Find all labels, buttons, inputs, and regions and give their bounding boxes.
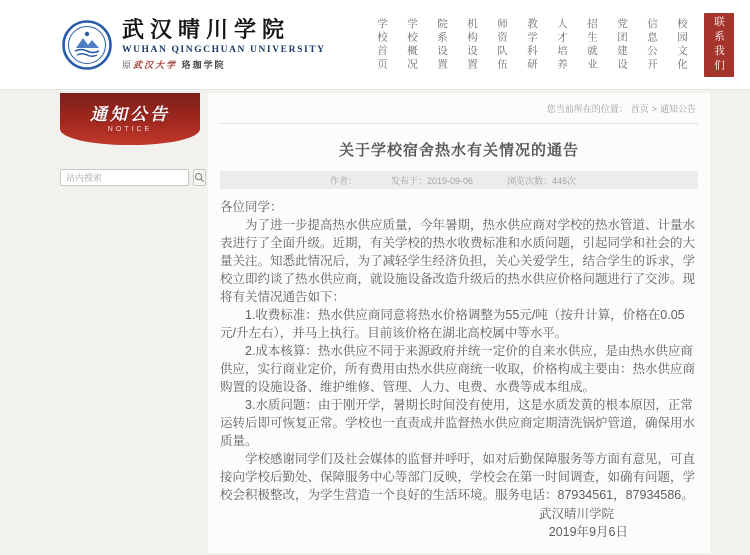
nav-item[interactable]: 人才培养 bbox=[556, 17, 568, 72]
signature-block bbox=[220, 505, 698, 541]
nav-item[interactable]: 党团建设 bbox=[616, 17, 628, 72]
nav-item[interactable]: 信息公开 bbox=[646, 17, 658, 72]
content-area bbox=[0, 90, 750, 553]
university-emblem-icon bbox=[62, 20, 112, 70]
breadcrumb bbox=[220, 99, 698, 124]
notice-banner-title: 通知公告 bbox=[90, 104, 170, 124]
article-panel bbox=[208, 93, 710, 553]
nav-item[interactable]: 机构设置 bbox=[466, 17, 478, 72]
breadcrumb-current-link[interactable]: 通知公告 bbox=[659, 104, 696, 114]
nav-item[interactable]: 联系我们 bbox=[704, 13, 734, 77]
notice-banner-subtitle: NOTICE bbox=[107, 125, 153, 133]
article-body bbox=[220, 198, 698, 504]
university-name-cn: 武汉晴川学院 bbox=[122, 17, 291, 42]
article-meta bbox=[220, 171, 698, 189]
nav-item[interactable]: 院系设置 bbox=[436, 17, 448, 72]
site-search bbox=[60, 169, 200, 186]
sidebar bbox=[60, 93, 200, 186]
article-paragraph: 学校感谢同学们及社会媒体的监督并呼吁，如对后勤保障服务等方面有意见，可直接向学校后勤处、保障服务中心等部门反映，学校会在第一时间调查，如确有问题，学校会积极整改，为学生营造一个良好的生活环境。服务电话：87934561，87934586。 bbox=[220, 452, 696, 502]
university-name-en: WUHAN QINGCHUAN UNIVERSITY bbox=[122, 45, 326, 55]
article-paragraph: 2.成本核算：热水供应不同于来源政府并统一定价的自来水供应，是由热水供应商供应，实行商业定价，所有费用由热水供应商统一收取，价格构成主要由：热水供应商购置的设施设备、维护维修、管理、人力、电费、水费等成本组成。 bbox=[220, 344, 696, 394]
meta-author: 作者： bbox=[330, 175, 358, 186]
university-logo[interactable] bbox=[62, 18, 326, 71]
nav-item[interactable]: 招生就业 bbox=[586, 17, 598, 72]
main-nav bbox=[374, 13, 734, 77]
article-salutation: 各位同学： bbox=[220, 200, 283, 214]
article-paragraph: 3.水质问题：由于刚开学，暑期长时间没有使用，这是水质发黄的根本原因，正常运转后即可恢复正常。学校也一直责成并监督热水供应商定期清洗锅炉管道，确保用水质量。 bbox=[220, 398, 696, 448]
article-paragraphs bbox=[220, 216, 698, 504]
breadcrumb-prefix: 您当前所在的位置： bbox=[546, 104, 628, 114]
search-icon bbox=[194, 172, 205, 183]
university-subtitle: 原武汉大学 珞珈学院 bbox=[122, 60, 226, 70]
nav-item[interactable]: 师资队伍 bbox=[496, 17, 508, 72]
nav-item[interactable]: 校园文化 bbox=[676, 17, 688, 72]
article-title: 关于学校宿舍热水有关情况的通告 bbox=[338, 142, 579, 159]
article-paragraph: 1.收费标准：热水供应商同意将热水价格调整为55元/吨（按升计算，价格在0.05元/升左右），并马上执行。目前该价格在湖北高校属中等水平。 bbox=[220, 308, 685, 340]
breadcrumb-separator: > bbox=[651, 103, 657, 114]
nav-item[interactable]: 教学科研 bbox=[526, 17, 538, 72]
search-input[interactable] bbox=[60, 169, 189, 186]
site-header bbox=[0, 0, 750, 90]
nav-item[interactable]: 学校概况 bbox=[406, 17, 418, 72]
notice-banner bbox=[60, 93, 200, 145]
nav-item[interactable]: 学校首页 bbox=[376, 17, 388, 72]
signature-name: 武汉晴川学院 bbox=[538, 507, 614, 521]
signature-date: 2019年9月6日 bbox=[548, 525, 628, 539]
article-paragraph: 为了进一步提高热水供应质量，今年暑期，热水供应商对学校的热水管道、计量水表进行了全面升级。近期，有关学校的热水收费标准和水质问题，引起同学和社会的大量关注。知悉此情况后，为了减轻学生经济负担，关心关爱学生，结合学生的诉求，学校立即约谈了热水供应商，就设施设备改造升级后的热水供应价格问题进行了交涉。现将有关情况通告如下： bbox=[220, 218, 696, 304]
meta-views: 浏览次数：446次 bbox=[507, 175, 577, 186]
breadcrumb-home-link[interactable]: 首页 bbox=[630, 104, 649, 114]
search-button[interactable] bbox=[193, 169, 206, 186]
meta-published: 发布于：2019-09-06 bbox=[391, 175, 474, 186]
